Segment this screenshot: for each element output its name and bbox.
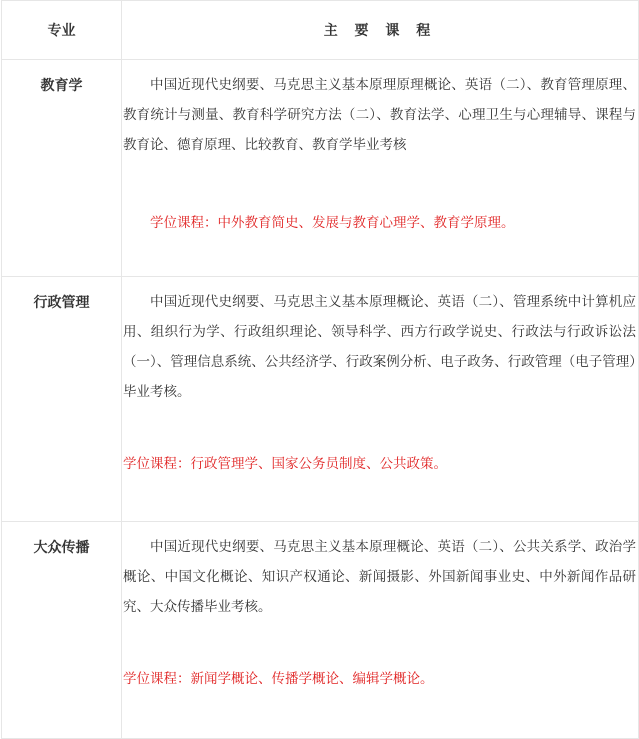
header-major: 专业 bbox=[2, 1, 122, 60]
table-header-row bbox=[2, 1, 639, 60]
major-name: 大众传播 bbox=[2, 522, 122, 739]
degree-courses: 学位课程：新闻学概论、传播学概论、编辑学概论。 bbox=[123, 671, 434, 687]
main-courses: 中国近现代史纲要、马克思主义基本原理概论、英语（二）、管理系统中计算机应用、组织行为学、行政组织理论、领导科学、西方行政学说史、行政法与行政诉讼法（一）、管理信息系统、公共经济学、行政案例分析、电子政务、行政管理（电子管理）毕业考核。 bbox=[123, 294, 636, 400]
main-courses: 中国近现代史纲要、马克思主义基本原理原理概论、英语（二）、教育管理原理、教育统计与测量、教育科学研究方法（二）、教育法学、心理卫生与心理辅导、课程与教育论、德育原理、比较教育、教育学毕业考核 bbox=[123, 77, 636, 153]
course-cell bbox=[122, 277, 639, 522]
major-name: 行政管理 bbox=[2, 277, 122, 522]
degree-courses: 学位课程：中外教育简史、发展与教育心理学、教育学原理。 bbox=[150, 215, 515, 231]
table-row bbox=[2, 522, 639, 739]
major-name: 教育学 bbox=[2, 60, 122, 277]
header-courses: 主 要 课 程 bbox=[122, 1, 639, 60]
course-cell bbox=[122, 522, 639, 739]
course-cell bbox=[122, 60, 639, 277]
degree-courses: 学位课程：行政管理学、国家公务员制度、公共政策。 bbox=[123, 456, 447, 472]
main-courses: 中国近现代史纲要、马克思主义基本原理概论、英语（二）、公共关系学、政治学概论、中国文化概论、知识产权通论、新闻摄影、外国新闻事业史、中外新闻作品研究、大众传播毕业考核。 bbox=[123, 539, 636, 615]
table-row bbox=[2, 60, 639, 277]
table-row bbox=[2, 277, 639, 522]
curriculum-table bbox=[1, 0, 639, 739]
